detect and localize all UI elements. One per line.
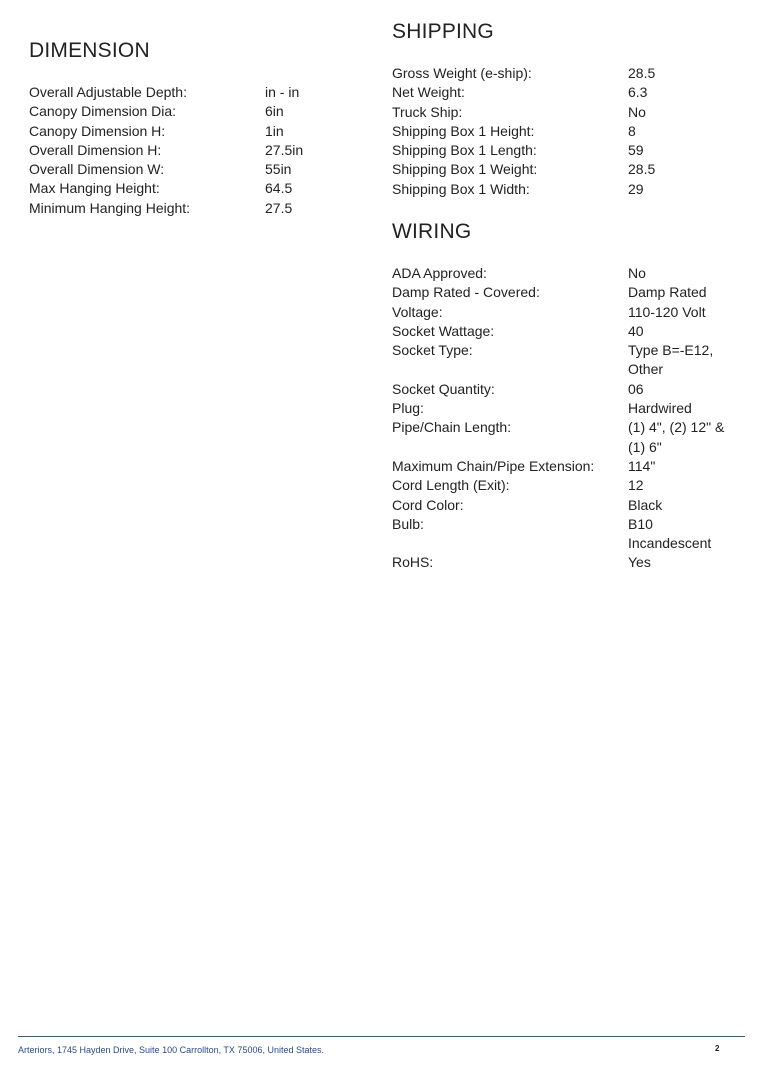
- spec-label: Cord Color:: [392, 496, 464, 513]
- shipping-row: [392, 180, 738, 199]
- shipping-row: [392, 64, 738, 83]
- spec-value: 114": [628, 457, 656, 474]
- spec-label: Truck Ship:: [392, 103, 463, 120]
- spec-label: Max Hanging Height:: [29, 180, 160, 197]
- wiring-row: [392, 283, 738, 302]
- spec-label: Damp Rated - Covered:: [392, 284, 540, 301]
- spec-value: 27.5in: [265, 141, 304, 158]
- spec-value: No: [628, 103, 646, 120]
- spec-value: 110-120 Volt: [628, 303, 706, 320]
- wiring-row: [392, 399, 738, 418]
- spec-value: 6in: [265, 103, 284, 120]
- spec-label: Gross Weight (e-ship):: [392, 65, 532, 81]
- spec-value: 8: [628, 122, 636, 139]
- spec-label: Socket Type:: [392, 342, 473, 359]
- spec-value: Type B=-E12, Other: [628, 342, 714, 378]
- spec-label: Net Weight:: [392, 84, 465, 101]
- footer-divider: [18, 1036, 745, 1037]
- spec-label: ADA Approved:: [392, 265, 487, 281]
- shipping-row: [392, 83, 738, 102]
- spec-label: Shipping Box 1 Width:: [392, 180, 530, 197]
- spec-label: Shipping Box 1 Height:: [392, 122, 535, 139]
- spec-label: Cord Length (Exit):: [392, 477, 510, 494]
- spec-value: No: [628, 265, 646, 281]
- spec-label: Socket Wattage:: [392, 322, 495, 339]
- page-number: 2: [715, 1044, 720, 1053]
- wiring-row: [392, 496, 738, 515]
- dimension-row: [29, 102, 345, 121]
- spec-value: Yes: [628, 554, 651, 571]
- spec-value: Black: [628, 496, 663, 513]
- spec-value: 12: [628, 477, 644, 494]
- shipping-row: [392, 160, 738, 179]
- spec-value: 27.5: [265, 199, 293, 216]
- wiring-rows: [392, 264, 738, 573]
- spec-label: Socket Quantity:: [392, 380, 495, 397]
- dimension-row: [29, 122, 345, 141]
- dimension-row: [29, 141, 345, 160]
- wiring-row: [392, 341, 738, 380]
- spec-label: Overall Dimension W:: [29, 161, 165, 178]
- wiring-row: [392, 515, 738, 554]
- wiring-row: [392, 418, 738, 457]
- dimension-row: [29, 160, 345, 179]
- wiring-row: [392, 303, 738, 322]
- wiring-row: [392, 264, 738, 283]
- shipping-row: [392, 103, 738, 122]
- dimension-title: DIMENSION: [29, 39, 150, 62]
- spec-value: 64.5: [265, 180, 293, 197]
- dimension-row: [29, 83, 345, 102]
- spec-value: Damp Rated: [628, 284, 707, 301]
- wiring-row: [392, 553, 738, 572]
- wiring-row: [392, 476, 738, 495]
- footer-address: Arteriors, 1745 Hayden Drive, Suite 100 Carrollton, TX 75006, United States.: [18, 1045, 324, 1055]
- spec-label: Overall Dimension H:: [29, 141, 162, 158]
- wiring-row: [392, 322, 738, 341]
- spec-value: 55in: [265, 161, 292, 178]
- dimension-section: [29, 38, 359, 216]
- spec-label: Minimum Hanging Height:: [29, 199, 191, 216]
- spec-label: Canopy Dimension H:: [29, 122, 166, 139]
- spec-value: B10 Incandescent: [628, 515, 712, 552]
- spec-label: Canopy Dimension Dia:: [29, 103, 177, 120]
- wiring-title: WIRING: [392, 220, 472, 243]
- spec-value: 28.5: [628, 161, 656, 178]
- spec-label: Bulb:: [392, 515, 424, 532]
- spec-label: Overall Adjustable Depth:: [29, 84, 187, 100]
- spec-value: Hardwired: [628, 400, 692, 417]
- spec-label: Plug:: [392, 400, 424, 417]
- spec-label: Pipe/Chain Length:: [392, 419, 512, 436]
- spec-value: 06: [628, 380, 644, 397]
- spec-label: RoHS:: [392, 554, 434, 571]
- shipping-title: SHIPPING: [392, 20, 494, 43]
- spec-value: 28.5: [628, 65, 656, 81]
- dimension-row: [29, 199, 345, 218]
- spec-value: 29: [628, 180, 644, 197]
- wiring-row: [392, 380, 738, 399]
- spec-label: Shipping Box 1 Weight:: [392, 161, 538, 178]
- wiring-section: [392, 219, 752, 571]
- shipping-section: [392, 19, 752, 197]
- spec-label: Maximum Chain/Pipe Extension:: [392, 457, 595, 474]
- shipping-row: [392, 122, 738, 141]
- spec-value: 59: [628, 142, 644, 159]
- spec-label: Voltage:: [392, 303, 443, 320]
- spec-label: Shipping Box 1 Length:: [392, 142, 537, 159]
- spec-value: in - in: [265, 84, 300, 100]
- spec-value: (1) 4", (2) 12" & (1) 6": [628, 419, 725, 455]
- dimension-row: [29, 179, 345, 198]
- spec-value: 6.3: [628, 84, 648, 101]
- spec-value: 40: [628, 322, 644, 339]
- shipping-rows: [392, 64, 738, 199]
- spec-value: 1in: [265, 122, 284, 139]
- dimension-rows: [29, 83, 345, 218]
- shipping-row: [392, 141, 738, 160]
- wiring-row: [392, 457, 738, 476]
